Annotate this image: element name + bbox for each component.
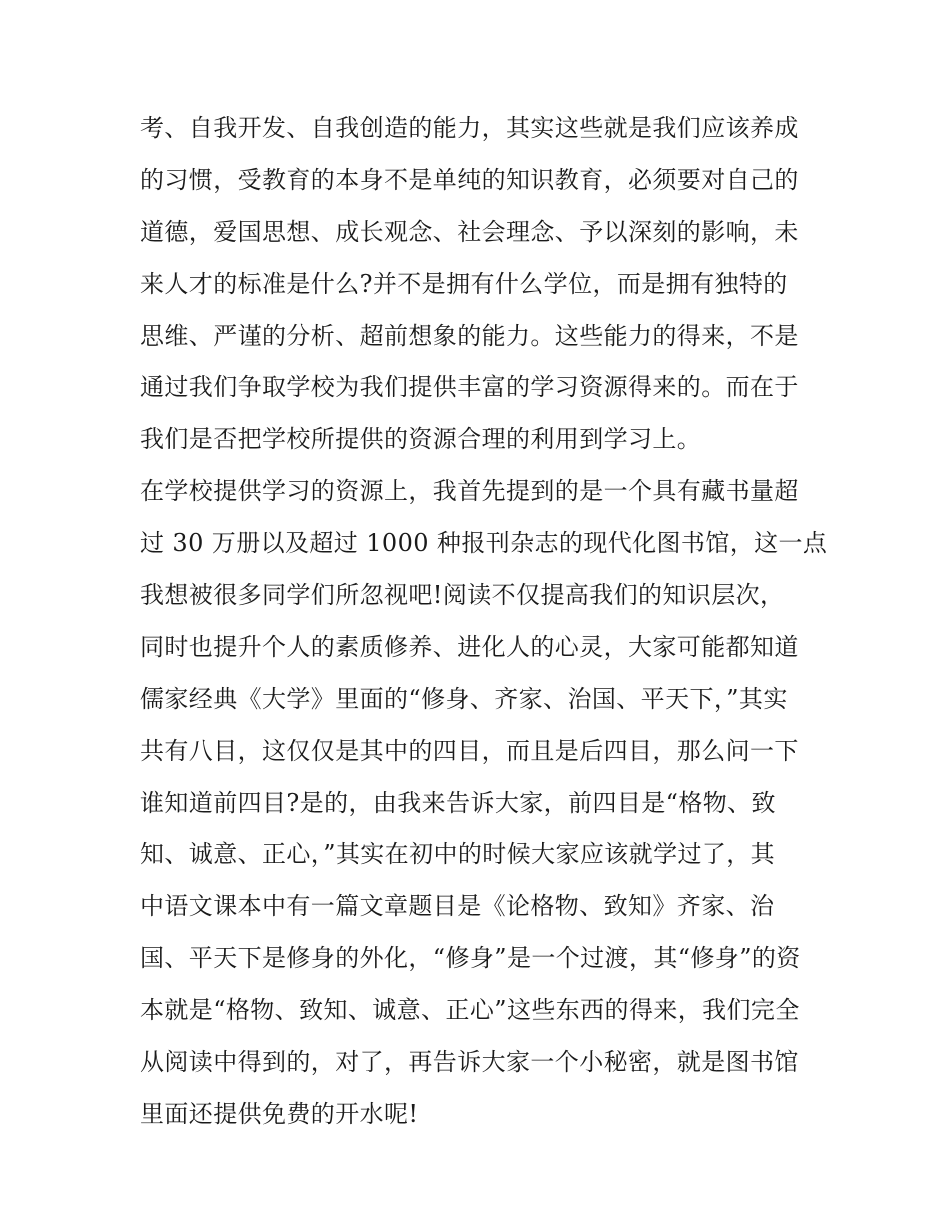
text-line: 的习惯，受教育的本身不是单纯的知识教育，必须要对自己的 — [140, 165, 799, 194]
text-line: 思维、严谨的分析、超前想象的能力。这些能力的得来，不是 — [140, 321, 799, 350]
text-line: 谁知道前四目?是的，由我来告诉大家，前四目是“格物、致 — [140, 788, 776, 817]
text-line: 道德，爱国思想、成长观念、社会理念、予以深刻的影响，未 — [140, 217, 799, 246]
text-line: 共有八目，这仅仅是其中的四目，而且是后四目，那么问一下 — [140, 736, 799, 765]
text-line: 我们是否把学校所提供的资源合理的利用到学习上。 — [140, 425, 702, 454]
text-line: 里面还提供免费的开水呢! — [140, 1099, 419, 1128]
text-line: 过 30 万册以及超过 1000 种报刊杂志的现代化图书馆，这一点 — [140, 529, 828, 558]
text-line: 在学校提供学习的资源上，我首先提到的是一个具有藏书量超 — [140, 477, 799, 506]
text-line: 知、诚意、正心，”其实在初中的时候大家应该就学过了，其 — [140, 840, 776, 869]
text-line: 我想被很多同学们所忽视吧!阅读不仅提高我们的知识层次， — [140, 581, 785, 610]
text-line: 国、平天下是修身的外化，“修身”是一个过渡，其“修身”的资 — [140, 944, 801, 973]
text-line: 儒家经典《大学》里面的“修身、齐家、治国、平天下，”其实 — [140, 684, 788, 713]
text-line: 从阅读中得到的，对了，再告诉大家一个小秘密，就是图书馆 — [140, 1048, 799, 1077]
text-line: 考、自我开发、自我创造的能力，其实这些就是我们应该养成 — [140, 114, 799, 142]
text-line: 同时也提升个人的素质修养、进化人的心灵，大家可能都知道 — [140, 632, 799, 661]
text-line: 中语文课本中有一篇文章题目是《论格物、致知》齐家、治 — [140, 892, 775, 921]
text-line: 本就是“格物、致知、诚意、正心”这些东西的得来，我们完全 — [140, 996, 800, 1025]
body-text — [140, 103, 828, 1141]
text-line: 通过我们争取学校为我们提供丰富的学习资源得来的。而在于 — [140, 373, 799, 402]
text-line: 来人才的标准是什么?并不是拥有什么学位，而是拥有独特的 — [140, 269, 788, 298]
